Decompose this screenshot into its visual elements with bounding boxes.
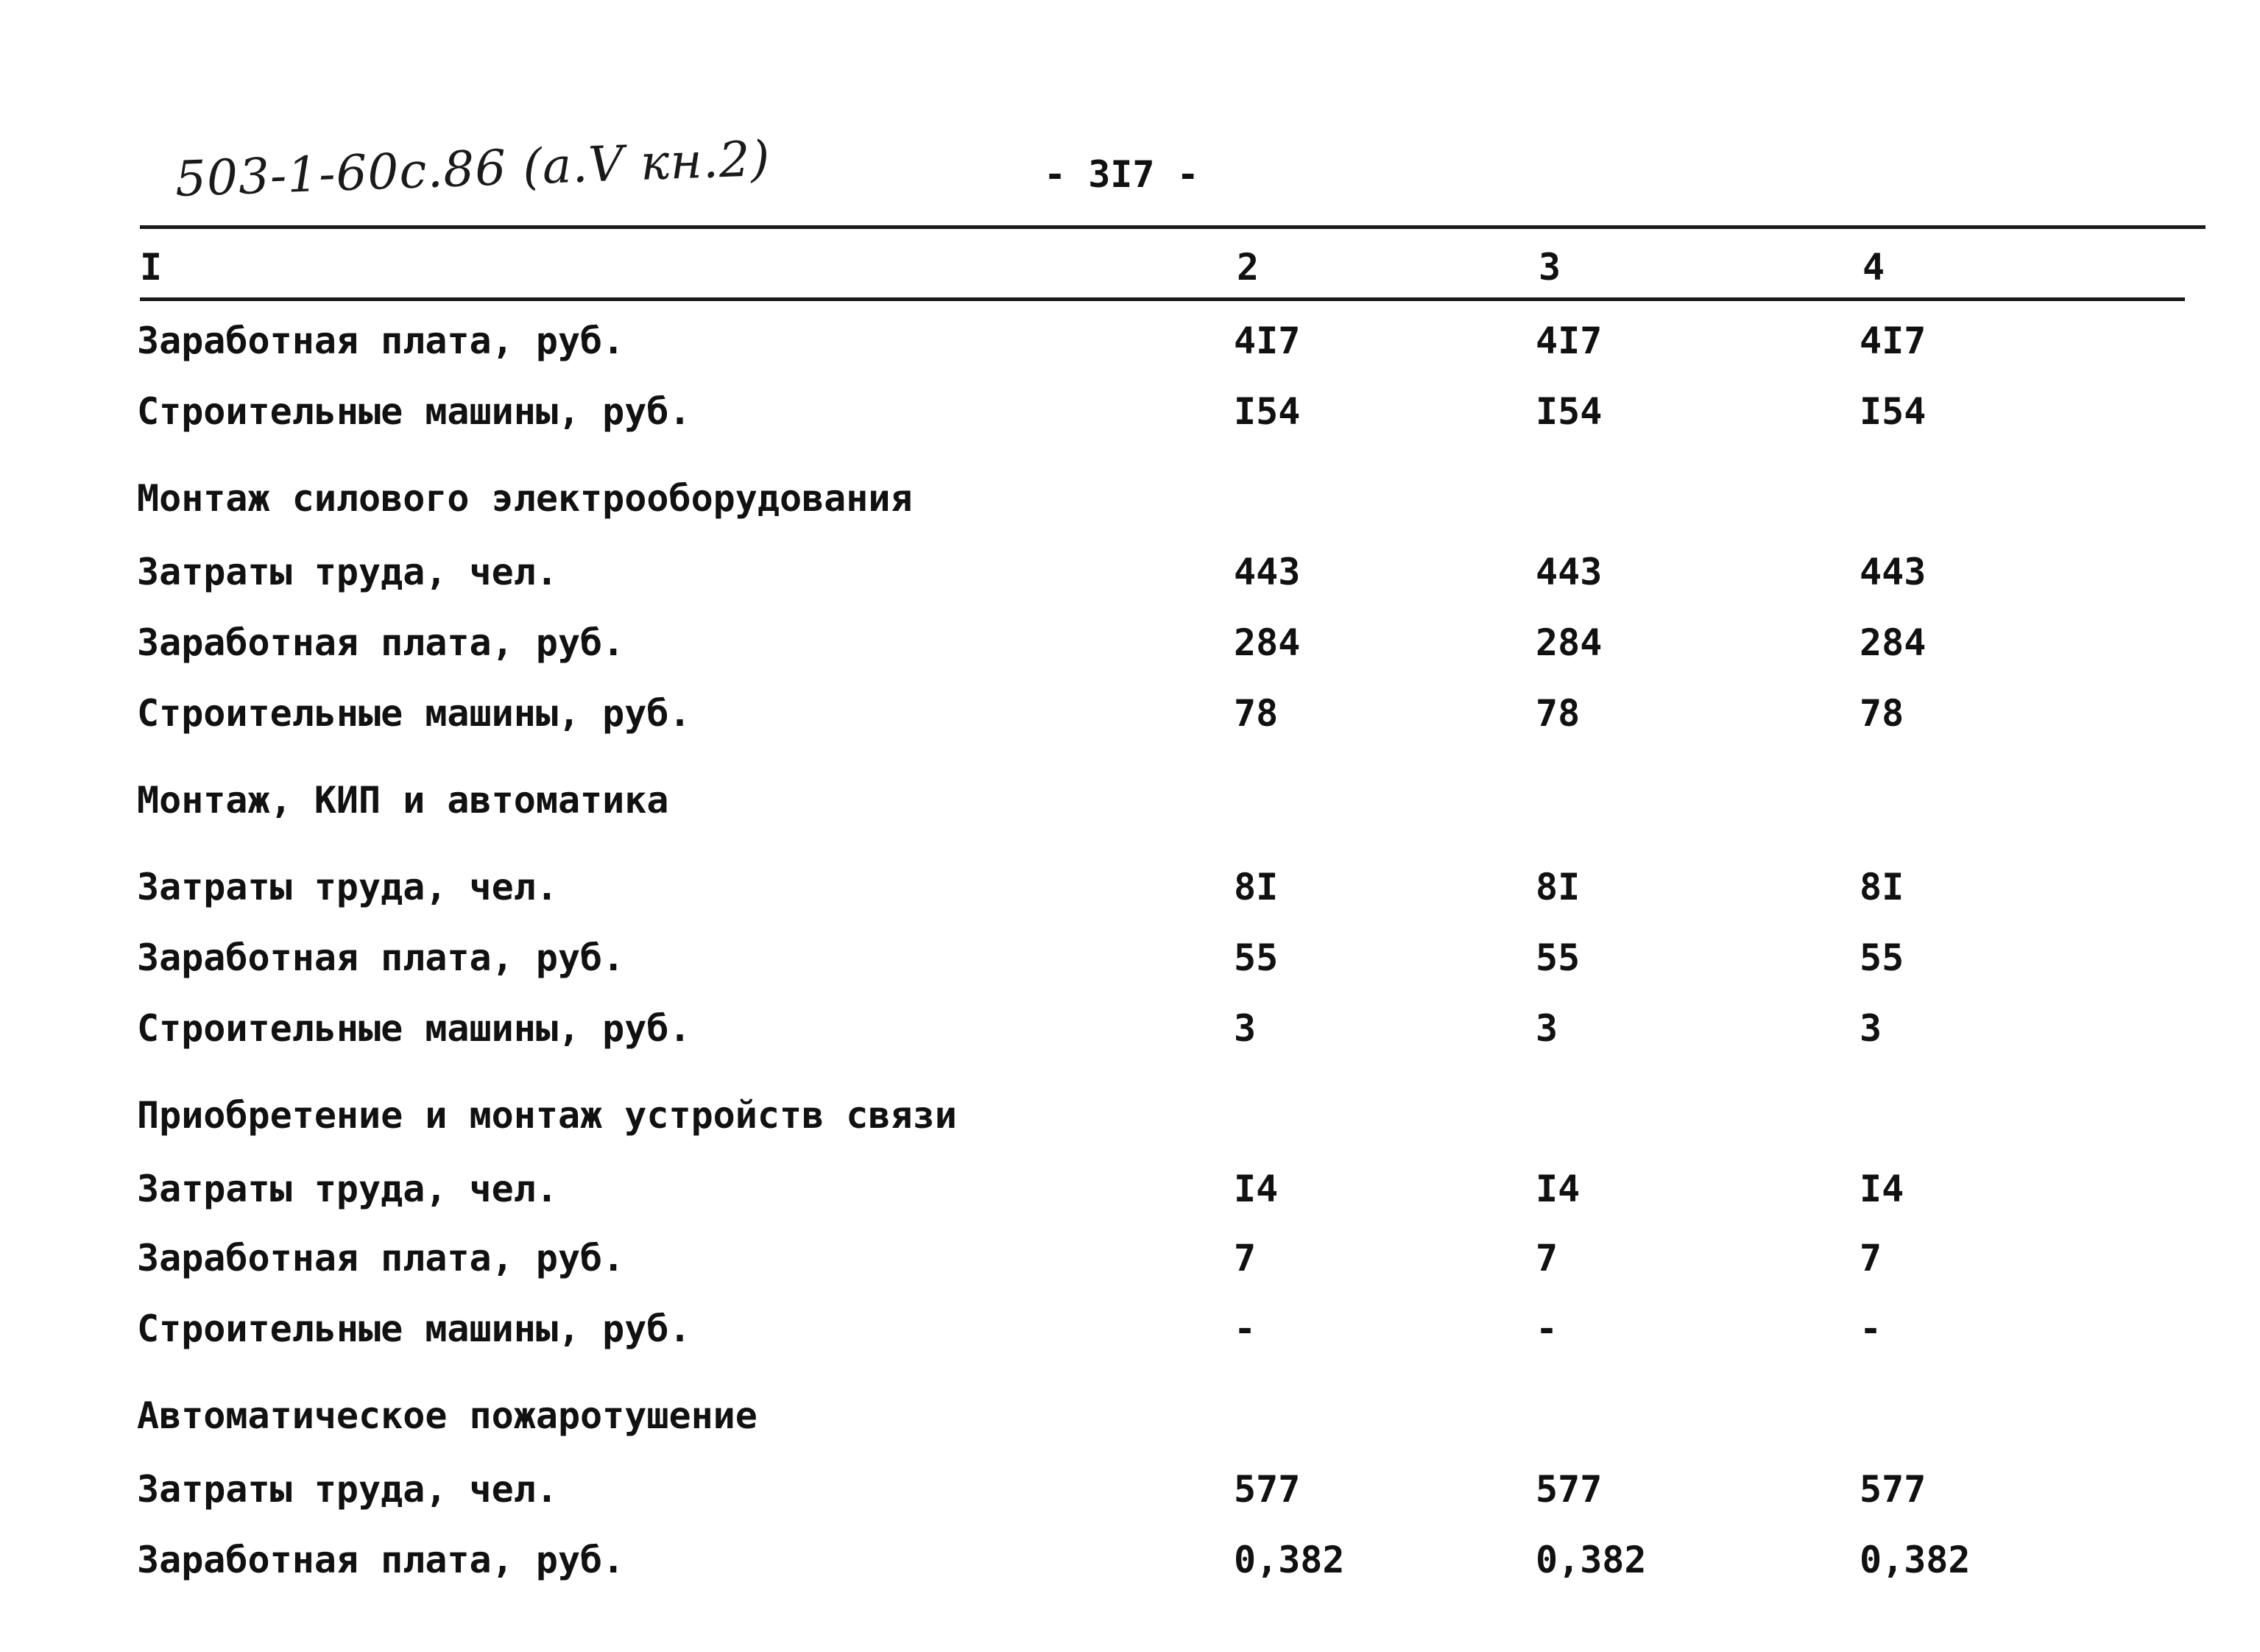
column-header-2: 2 <box>1237 246 1260 289</box>
table-row <box>0 1307 2260 1359</box>
table-row <box>0 1007 2260 1059</box>
row-value-col2: 4I7 <box>1234 320 1301 362</box>
row-value-col3: 443 <box>1536 551 1603 593</box>
row-value-col2: 284 <box>1234 621 1301 664</box>
row-value-col3: - <box>1536 1307 1558 1350</box>
row-value-col2: I54 <box>1234 390 1301 433</box>
row-value-col4: I4 <box>1860 1168 1904 1210</box>
row-value-col2: 7 <box>1234 1237 1257 1279</box>
row-value-col4: 78 <box>1860 692 1904 735</box>
row-value-col3: 8I <box>1536 866 1581 908</box>
row-label: Строительные машины, руб. <box>137 390 691 433</box>
column-header-1: I <box>140 246 163 289</box>
table-row <box>0 390 2260 442</box>
table-row <box>0 320 2260 371</box>
row-value-col4: 55 <box>1860 936 1904 979</box>
row-label: Затраты труда, чел. <box>137 1168 558 1210</box>
table-row <box>0 621 2260 673</box>
row-value-col2: - <box>1234 1307 1257 1350</box>
row-value-col3: 4I7 <box>1536 320 1603 362</box>
row-value-col4: I54 <box>1860 390 1927 433</box>
row-value-col2: I4 <box>1234 1168 1279 1210</box>
row-value-col3: 577 <box>1536 1468 1603 1511</box>
row-value-col3: 0,382 <box>1536 1539 1647 1581</box>
page-number: - 3I7 - <box>1044 153 1199 196</box>
row-label: Строительные машины, руб. <box>137 1307 691 1350</box>
row-value-col2: 0,382 <box>1234 1539 1345 1581</box>
row-label: Заработная плата, руб. <box>137 1237 625 1279</box>
row-value-col2: 8I <box>1234 866 1279 908</box>
row-label: Заработная плата, руб. <box>137 1539 625 1581</box>
row-value-col2: 577 <box>1234 1468 1301 1511</box>
row-label: Строительные машины, руб. <box>137 692 691 735</box>
row-label: Строительные машины, руб. <box>137 1007 691 1050</box>
row-value-col4: 7 <box>1860 1237 1882 1279</box>
row-value-col4: 8I <box>1860 866 1904 908</box>
section-heading-row <box>0 1394 2260 1446</box>
row-value-col3: 3 <box>1536 1007 1558 1050</box>
section-heading: Автоматическое пожаротушение <box>137 1394 758 1437</box>
row-value-col2: 3 <box>1234 1007 1257 1050</box>
row-value-col4: 284 <box>1860 621 1927 664</box>
column-header-3: 3 <box>1539 246 1561 289</box>
table-row <box>0 692 2260 744</box>
row-label: Затраты труда, чел. <box>137 551 558 593</box>
table-row <box>0 1168 2260 1219</box>
column-header-4: 4 <box>1862 246 1885 289</box>
row-value-col4: 3 <box>1860 1007 1882 1050</box>
row-label: Заработная плата, руб. <box>137 320 625 362</box>
row-value-col2: 55 <box>1234 936 1279 979</box>
row-value-col4: 0,382 <box>1860 1539 1971 1581</box>
row-label: Затраты труда, чел. <box>137 866 558 908</box>
row-value-col4: 577 <box>1860 1468 1927 1511</box>
table-header-rule <box>140 297 2185 301</box>
row-value-col2: 443 <box>1234 551 1301 593</box>
row-value-col3: I54 <box>1536 390 1603 433</box>
section-heading-row <box>0 1094 2260 1146</box>
row-value-col2: 78 <box>1234 692 1279 735</box>
row-value-col4: 443 <box>1860 551 1927 593</box>
table-row <box>0 1468 2260 1519</box>
section-heading-row <box>0 477 2260 529</box>
row-label: Заработная плата, руб. <box>137 621 625 664</box>
section-heading-row <box>0 779 2260 830</box>
table-row <box>0 1237 2260 1288</box>
row-label: Затраты труда, чел. <box>137 1468 558 1511</box>
row-value-col3: 284 <box>1536 621 1603 664</box>
section-heading: Монтаж, КИП и автоматика <box>137 779 669 822</box>
row-value-col3: 55 <box>1536 936 1581 979</box>
row-value-col3: 7 <box>1536 1237 1558 1279</box>
table-top-rule <box>140 225 2206 229</box>
table-row <box>0 936 2260 988</box>
table-row <box>0 866 2260 917</box>
section-heading: Приобретение и монтаж устройств связи <box>137 1094 957 1137</box>
handwritten-code: 503-1-60с.86 (а.V кн.2) <box>174 130 771 208</box>
row-value-col3: 78 <box>1536 692 1581 735</box>
row-label: Заработная плата, руб. <box>137 936 625 979</box>
table-row <box>0 551 2260 602</box>
row-value-col4: 4I7 <box>1860 320 1927 362</box>
row-value-col3: I4 <box>1536 1168 1581 1210</box>
row-value-col4: - <box>1860 1307 1882 1350</box>
table-row <box>0 1539 2260 1590</box>
section-heading: Монтаж силового электрооборудования <box>137 477 913 520</box>
